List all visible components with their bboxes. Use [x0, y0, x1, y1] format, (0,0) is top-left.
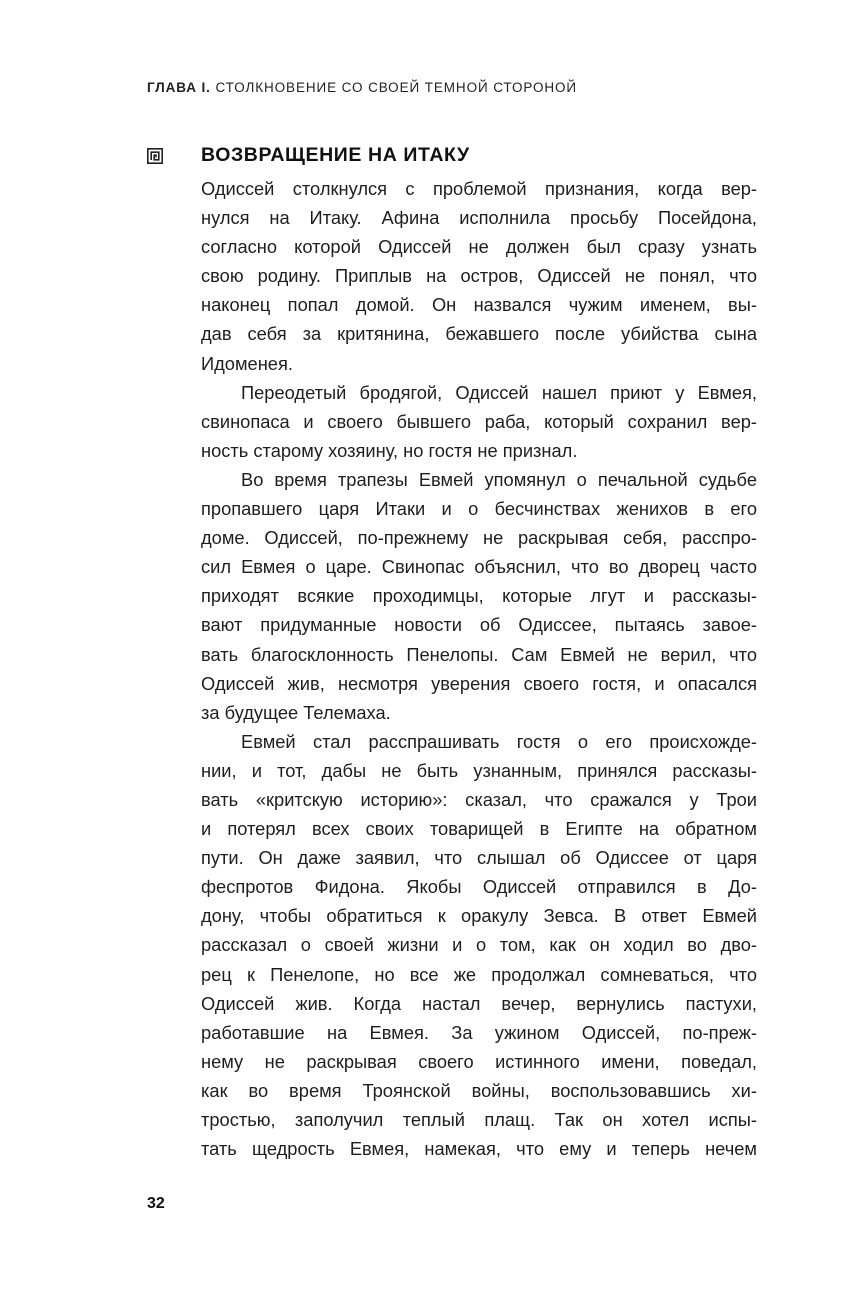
- text-line: согласно которой Одиссей не должен был сразу узнать: [201, 236, 757, 258]
- text-line: Одиссей жив, несмотря уверения своего гостя, и опасался: [201, 672, 757, 694]
- text-line: пути. Он даже заявил, что слышал об Одиссее от царя: [201, 847, 757, 869]
- text-line: Во время трапезы Евмей упомянул о печальной судьбе: [241, 468, 757, 490]
- paragraph: [201, 174, 757, 378]
- paragraph: [201, 727, 757, 1163]
- text-line: рассказал о своей жизни и о том, как он ходил во дво-: [201, 934, 757, 956]
- text-line: сил Евмея о царе. Свинопас объяснил, что во дворец часто: [201, 556, 757, 578]
- greek-key-icon: [147, 148, 163, 164]
- text-line: нулся на Итаку. Афина исполнила просьбу Посейдона,: [201, 207, 757, 229]
- text-line: доме. Одиссей, по-прежнему не раскрывая себя, расспро-: [201, 527, 757, 549]
- text-line: пропавшего царя Итаки и о бесчинствах женихов в его: [201, 498, 757, 520]
- text-line: дону, чтобы обратиться к оракулу Зевса. В ответ Евмей: [201, 905, 757, 927]
- text-line: дав себя за критянина, бежавшего после убийства сына: [201, 323, 757, 345]
- chapter-title: СТОЛКНОВЕНИЕ СО СВОЕЙ ТЕМНОЙ СТОРОНОЙ: [215, 80, 578, 95]
- text-line: вать «критскую историю»: сказал, что сражался у Трои: [201, 788, 757, 810]
- paragraph: [201, 465, 757, 727]
- section-title: ВОЗВРАЩЕНИЕ НА ИТАКУ: [201, 144, 470, 166]
- text-line: Идоменея.: [201, 352, 293, 374]
- body-text: [201, 174, 757, 1163]
- text-line: приходят всякие проходимцы, которые лгут и рассказы-: [201, 585, 757, 607]
- text-line: как во время Троянской войны, воспользовавшись хи-: [201, 1079, 757, 1101]
- text-line: за будущее Телемаха.: [201, 701, 391, 723]
- running-head: [147, 80, 577, 95]
- text-line: Переодетый бродягой, Одиссей нашел приют у Евмея,: [241, 381, 757, 403]
- text-line: Одиссей жив. Когда настал вечер, вернулись пастухи,: [201, 992, 757, 1014]
- text-line: рец к Пенелопе, но все же продолжал сомневаться, что: [201, 963, 757, 985]
- chapter-number: ГЛАВА I.: [147, 80, 211, 95]
- paragraph: [201, 378, 757, 465]
- text-line: Евмей стал расспрашивать гостя о его происхожде-: [241, 730, 757, 752]
- text-line: и потерял всех своих товарищей в Египте на обратном: [201, 818, 757, 840]
- text-line: нему не раскрывая своего истинного имени, поведал,: [201, 1050, 757, 1072]
- text-line: феспротов Фидона. Якобы Одиссей отправился в До-: [201, 876, 757, 898]
- page-number: 32: [147, 1195, 165, 1212]
- text-line: работавшие на Евмея. За ужином Одиссей, по-преж-: [201, 1021, 757, 1043]
- text-line: вать благосклонность Пенелопы. Сам Евмей не верил, что: [201, 643, 757, 665]
- text-line: наконец попал домой. Он назвался чужим именем, вы-: [201, 294, 757, 316]
- text-line: тать щедрость Евмея, намекая, что ему и теперь нечем: [201, 1138, 757, 1160]
- text-line: свою родину. Приплыв на остров, Одиссей не понял, что: [201, 265, 757, 287]
- text-line: свинопаса и своего бывшего раба, который сохранил вер-: [201, 410, 757, 432]
- text-line: нии, и тот, дабы не быть узнанным, принялся рассказы-: [201, 759, 757, 781]
- text-line: тростью, заполучил теплый плащ. Так он хотел испы-: [201, 1109, 757, 1130]
- text-line: Одиссей столкнулся с проблемой признания, когда вер-: [201, 178, 757, 199]
- text-line: вают придуманные новости об Одиссее, пытаясь завое-: [201, 614, 757, 636]
- text-line: ность старому хозяину, но гостя не признал.: [201, 439, 578, 461]
